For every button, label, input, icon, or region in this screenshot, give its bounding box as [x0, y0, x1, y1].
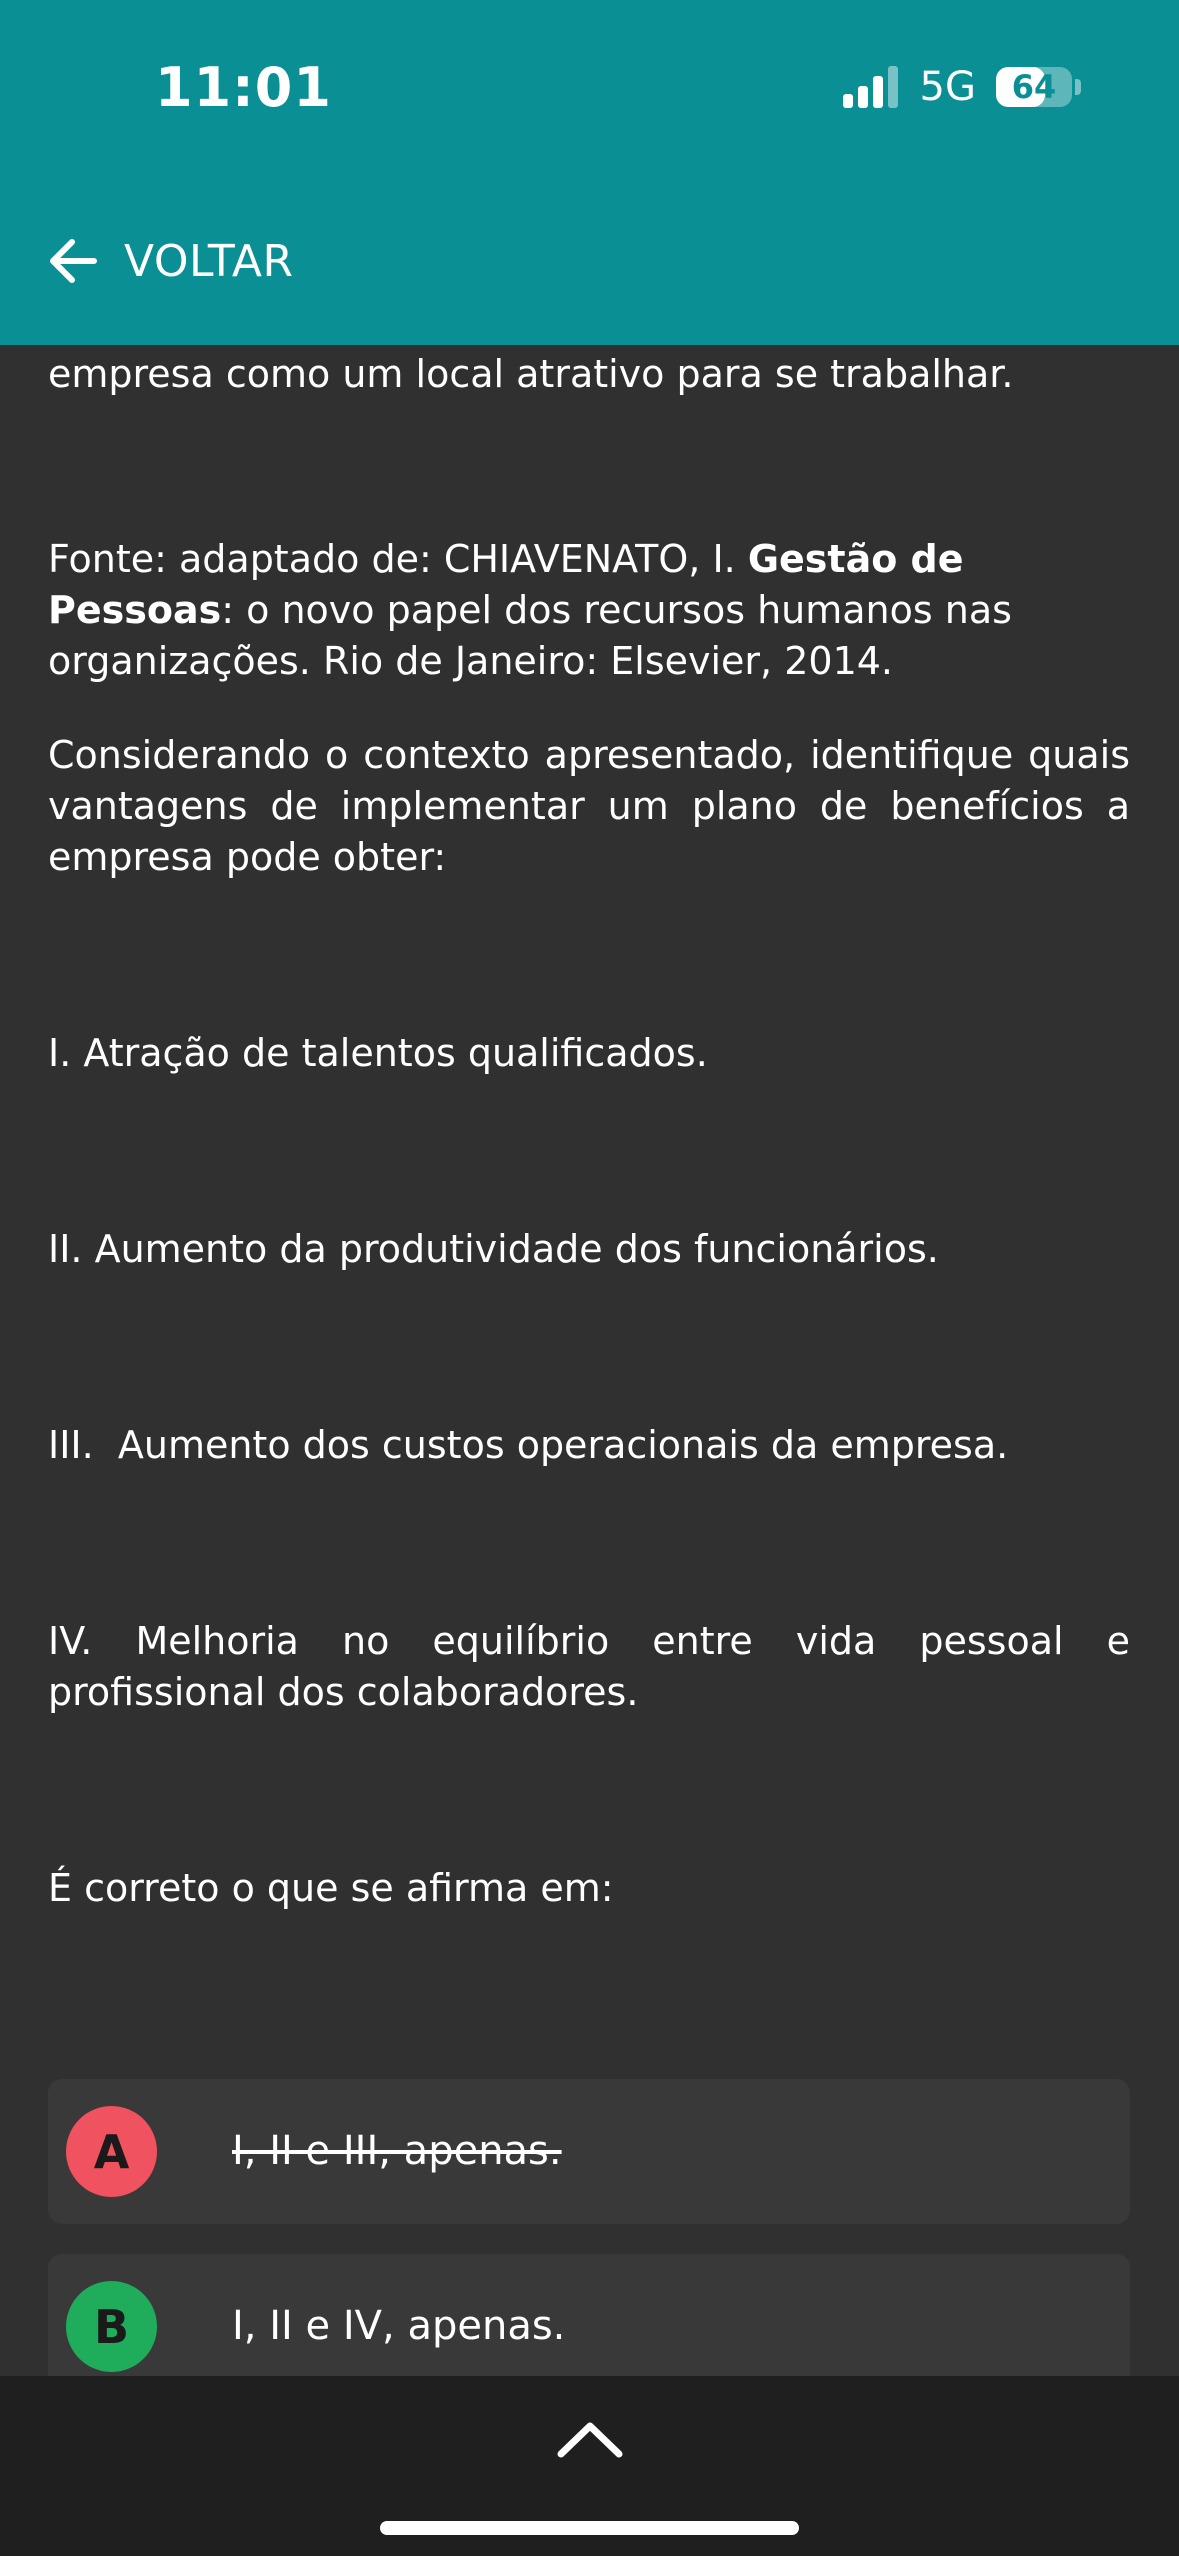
question-text: Considerando o contexto apresentado, identifique quais vantagens de implementar um plano de benefícios a empresa pode obter: [48, 733, 1130, 879]
source-title: Gestão de Pessoas [48, 537, 964, 632]
statement-item-3: III. Aumento dos custos operacionais da empresa. [48, 1423, 1009, 1467]
question-prompt: É correto o que se afirma em: [48, 1866, 614, 1910]
option-a-text: I, II e III, apenas. [232, 2128, 562, 2174]
arrow-left-icon [44, 231, 104, 291]
option-b-text: I, II e IV, apenas. [232, 2303, 566, 2349]
question-content [48, 345, 1130, 1914]
status-time: 11:01 [155, 56, 332, 119]
option-a-letter-badge: A [66, 2106, 157, 2197]
statement-item-4: IV. Melhoria no equilíbrio entre vida pessoal e profissional dos colaboradores. [48, 1619, 1130, 1714]
home-indicator [380, 2521, 799, 2535]
back-button[interactable] [44, 226, 294, 296]
source-suffix: : o novo papel dos recursos humanos nas organizações. Rio de Janeiro: Elsevier, 2014. [48, 588, 1012, 683]
bottom-bar [0, 2376, 1179, 2556]
source-prefix: Fonte: adaptado de: CHIAVENATO, I. [48, 537, 748, 581]
battery-level: 64 [1011, 68, 1057, 106]
back-label: VOLTAR [124, 235, 294, 287]
context-partial-line: empresa como um local atrativo para se trabalhar. [48, 352, 1014, 396]
battery-icon [996, 67, 1072, 107]
battery-cap [1075, 79, 1081, 95]
statement-item-2: II. Aumento da produtividade dos funcionários. [48, 1227, 939, 1271]
network-label: 5G [919, 64, 976, 110]
status-indicators [843, 62, 1081, 112]
source-citation [48, 534, 1130, 687]
statement-item-1: I. Atração de talentos qualificados. [48, 1031, 708, 1075]
app-header [0, 0, 1179, 345]
chevron-up-icon[interactable] [555, 2414, 625, 2464]
option-a[interactable] [48, 2079, 1130, 2224]
signal-icon [843, 66, 898, 108]
option-b-letter-badge: B [66, 2281, 157, 2372]
